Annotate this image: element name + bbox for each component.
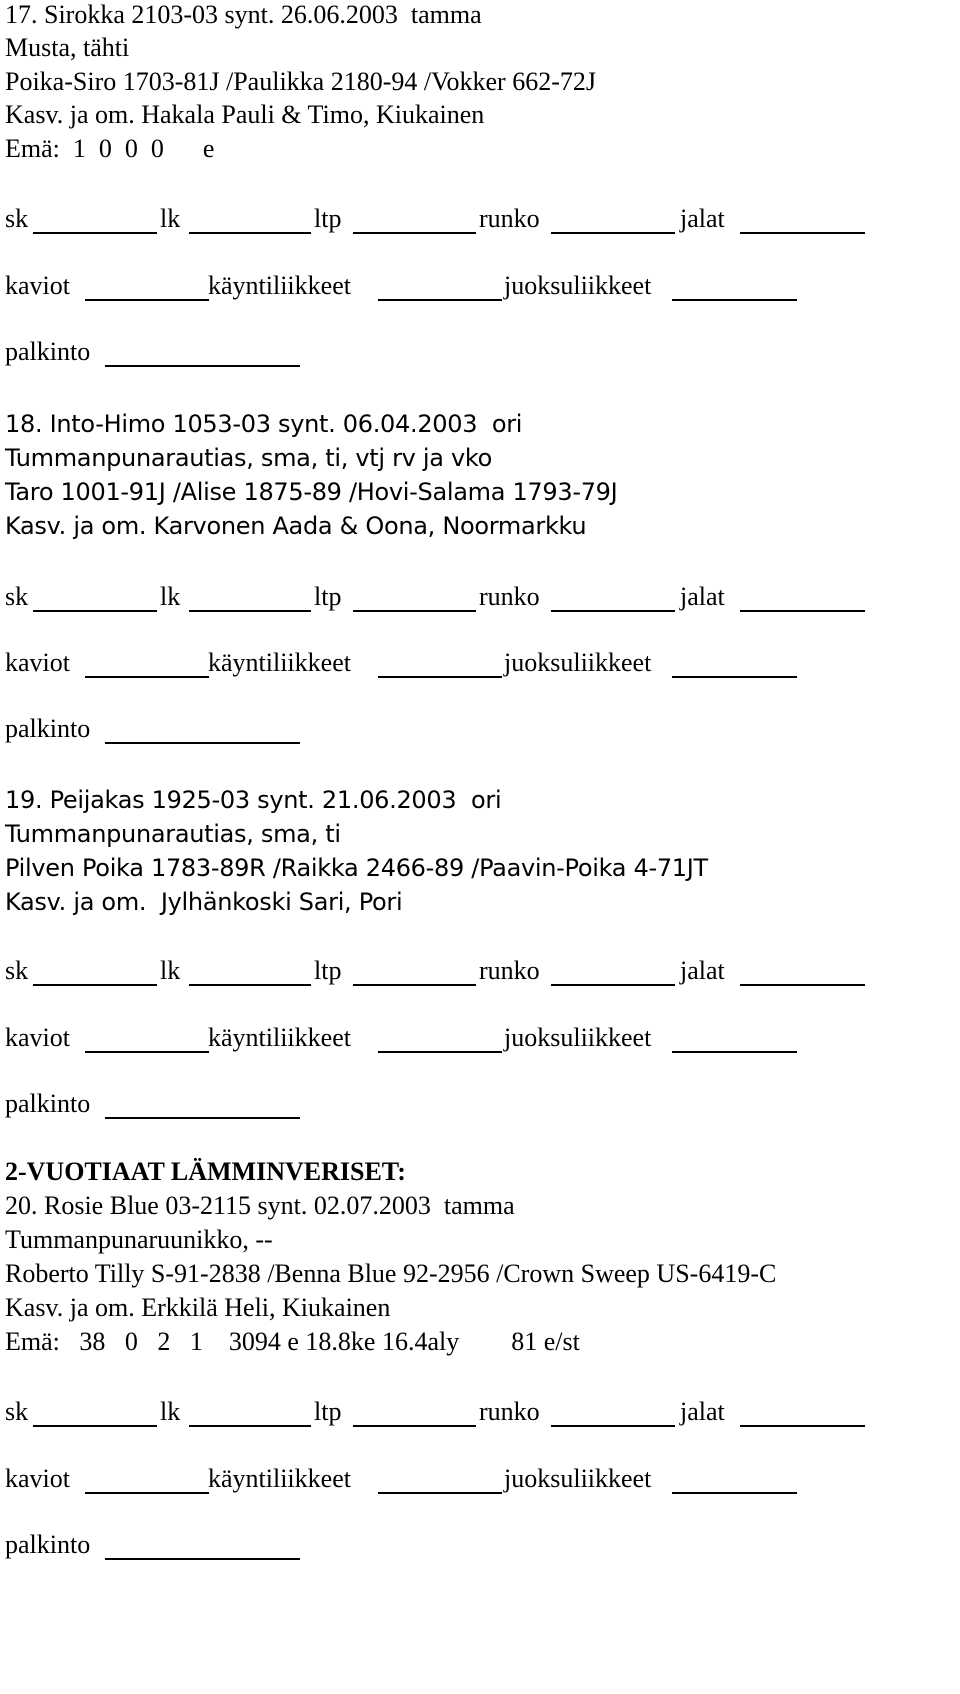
entry-20-score-row-2 xyxy=(5,1463,955,1497)
label-ltp: ltp xyxy=(314,582,342,611)
entry-19-score-row-2 xyxy=(5,1022,955,1056)
entry-20-pedigree: Roberto Tilly S-91-2838 /Benna Blue 92-2956 /Crown Sweep US-6419-C xyxy=(5,1259,777,1288)
label-kaviot: kaviot xyxy=(5,1023,70,1052)
label-kayntiliikkeet: käyntiliikkeet xyxy=(208,271,351,300)
label-jalat: jalat xyxy=(680,1397,725,1426)
blank-runko xyxy=(551,984,675,986)
label-sk: sk xyxy=(5,1397,29,1426)
entry-18-score-row-1 xyxy=(5,581,955,615)
blank-ltp xyxy=(353,610,476,612)
entry-17-score-row-2 xyxy=(5,270,955,304)
blank-palkinto xyxy=(105,1558,300,1560)
blank-ltp xyxy=(353,232,476,234)
blank-kaviot xyxy=(85,1051,209,1053)
label-runko: runko xyxy=(479,582,540,611)
entry-17-color: Musta, tähti xyxy=(5,33,130,62)
blank-lk xyxy=(189,1425,311,1427)
blank-palkinto xyxy=(105,365,300,367)
entry-20-breeder: Kasv. ja om. Erkkilä Heli, Kiukainen xyxy=(5,1293,391,1322)
label-juoksuliikkeet: juoksuliikkeet xyxy=(504,1023,652,1052)
entry-19-color: Tummanpunarautias, sma, ti xyxy=(5,820,341,848)
entry-20-dam-record: Emä: 38 0 2 1 3094 e 18.8ke 16.4aly 81 e/st xyxy=(5,1327,580,1356)
blank-kaviot xyxy=(85,1492,209,1494)
entry-17-dam-record: Emä: 1 0 0 0 e xyxy=(5,134,215,163)
blank-ltp xyxy=(353,984,476,986)
blank-kaviot xyxy=(85,299,209,301)
blank-kaviot xyxy=(85,676,209,678)
label-kayntiliikkeet: käyntiliikkeet xyxy=(208,648,351,677)
entry-18-color: Tummanpunarautias, sma, ti, vtj rv ja vko xyxy=(5,444,493,472)
label-sk: sk xyxy=(5,204,29,233)
blank-juoksuliikkeet xyxy=(672,676,797,678)
label-jalat: jalat xyxy=(680,204,725,233)
blank-ltp xyxy=(353,1425,476,1427)
entry-18-score-row-3 xyxy=(5,713,955,747)
blank-lk xyxy=(189,610,311,612)
label-juoksuliikkeet: juoksuliikkeet xyxy=(504,271,652,300)
blank-kayntiliikkeet xyxy=(378,1051,502,1053)
entry-19-title: 19. Peijakas 1925-03 synt. 21.06.2003 ori xyxy=(5,786,502,814)
blank-kayntiliikkeet xyxy=(378,1492,502,1494)
blank-sk xyxy=(33,984,157,986)
label-kayntiliikkeet: käyntiliikkeet xyxy=(208,1023,351,1052)
blank-palkinto xyxy=(105,1117,300,1119)
label-palkinto: palkinto xyxy=(5,337,91,366)
label-palkinto: palkinto xyxy=(5,1089,91,1118)
entry-17-title: 17. Sirokka 2103-03 synt. 26.06.2003 tamma xyxy=(5,0,482,29)
entry-18-title: 18. Into-Himo 1053-03 synt. 06.04.2003 ori xyxy=(5,410,523,438)
blank-jalat xyxy=(740,984,865,986)
entry-19-pedigree: Pilven Poika 1783-89R /Raikka 2466-89 /Paavin-Poika 4-71JT xyxy=(5,854,708,882)
blank-lk xyxy=(189,984,311,986)
entry-17-breeder: Kasv. ja om. Hakala Pauli & Timo, Kiukainen xyxy=(5,100,485,129)
label-kayntiliikkeet: käyntiliikkeet xyxy=(208,1464,351,1493)
label-runko: runko xyxy=(479,204,540,233)
entry-19-score-row-3 xyxy=(5,1088,955,1122)
section-heading: 2-VUOTIAAT LÄMMINVERISET: xyxy=(5,1157,406,1186)
entry-20-score-row-1 xyxy=(5,1396,955,1430)
blank-sk xyxy=(33,610,157,612)
entry-20-color: Tummanpunaruunikko, -- xyxy=(5,1225,273,1254)
entry-18-score-row-2 xyxy=(5,647,955,681)
label-kaviot: kaviot xyxy=(5,271,70,300)
label-sk: sk xyxy=(5,956,29,985)
blank-jalat xyxy=(740,610,865,612)
entry-20-title: 20. Rosie Blue 03-2115 synt. 02.07.2003 tamma xyxy=(5,1191,515,1220)
blank-runko xyxy=(551,232,675,234)
blank-runko xyxy=(551,1425,675,1427)
blank-palkinto xyxy=(105,742,300,744)
entry-17-score-row-3 xyxy=(5,336,955,370)
blank-juoksuliikkeet xyxy=(672,299,797,301)
entry-18-breeder: Kasv. ja om. Karvonen Aada & Oona, Noormarkku xyxy=(5,512,587,540)
blank-kayntiliikkeet xyxy=(378,299,502,301)
entry-17-score-row-1 xyxy=(5,203,955,237)
entry-17-pedigree: Poika-Siro 1703-81J /Paulikka 2180-94 /Vokker 662-72J xyxy=(5,67,596,96)
blank-runko xyxy=(551,610,675,612)
label-palkinto: palkinto xyxy=(5,1530,91,1559)
label-runko: runko xyxy=(479,956,540,985)
blank-juoksuliikkeet xyxy=(672,1492,797,1494)
blank-lk xyxy=(189,232,311,234)
label-lk: lk xyxy=(160,582,181,611)
label-palkinto: palkinto xyxy=(5,714,91,743)
label-lk: lk xyxy=(160,1397,181,1426)
label-sk: sk xyxy=(5,582,29,611)
label-kaviot: kaviot xyxy=(5,648,70,677)
blank-juoksuliikkeet xyxy=(672,1051,797,1053)
entry-20-score-row-3 xyxy=(5,1529,955,1563)
label-lk: lk xyxy=(160,956,181,985)
label-jalat: jalat xyxy=(680,582,725,611)
label-lk: lk xyxy=(160,204,181,233)
label-ltp: ltp xyxy=(314,204,342,233)
entry-19-breeder: Kasv. ja om. Jylhänkoski Sari, Pori xyxy=(5,888,403,916)
label-juoksuliikkeet: juoksuliikkeet xyxy=(504,1464,652,1493)
label-jalat: jalat xyxy=(680,956,725,985)
entry-18-pedigree: Taro 1001-91J /Alise 1875-89 /Hovi-Salama 1793-79J xyxy=(5,478,618,506)
blank-jalat xyxy=(740,232,865,234)
label-kaviot: kaviot xyxy=(5,1464,70,1493)
label-ltp: ltp xyxy=(314,1397,342,1426)
label-juoksuliikkeet: juoksuliikkeet xyxy=(504,648,652,677)
blank-jalat xyxy=(740,1425,865,1427)
entry-19-score-row-1 xyxy=(5,955,955,989)
label-ltp: ltp xyxy=(314,956,342,985)
label-runko: runko xyxy=(479,1397,540,1426)
blank-sk xyxy=(33,1425,157,1427)
blank-sk xyxy=(33,232,157,234)
blank-kayntiliikkeet xyxy=(378,676,502,678)
